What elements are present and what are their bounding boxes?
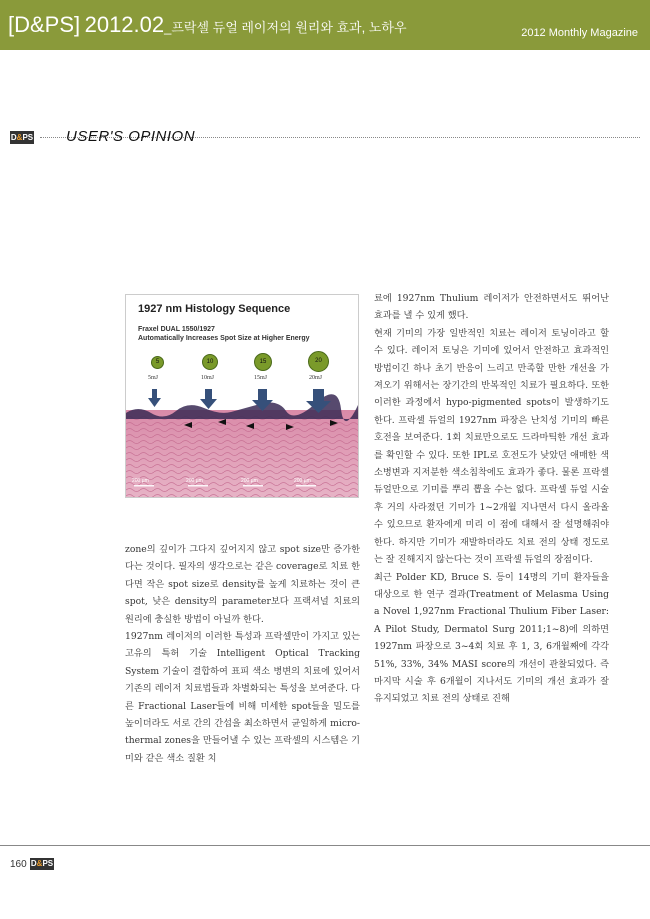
energy-circle: 20 <box>308 351 329 372</box>
energy-circle: 10 <box>202 354 218 370</box>
paragraph: zone의 깊이가 그다지 깊어지지 않고 spot size만 증가한다는 것이다. 필자의 생각으로는 같은 coverage로 치료 한다면 작은 spot size로 density를 높게 치료하는 것이 큰 spot, 낮은 density의 parameter보다 프랙셔널 치료의 원리에 충실한 방법이 아닐까 한다. <box>125 544 360 625</box>
energy-circle: 15 <box>254 353 272 371</box>
energy-label: 10mJ <box>201 375 215 381</box>
page-number: 160 <box>10 859 27 870</box>
figure-subtitle: Fraxel DUAL 1550/1927 Automatically Increases Spot Size at Higher Energy <box>138 326 310 342</box>
issue-label: 2012.02 <box>84 12 165 37</box>
scale-label: 200 µm <box>241 478 258 484</box>
right-column <box>374 290 609 708</box>
paragraph: 료에 1927nm Thulium 레이저가 안전하면서도 뛰어난 효과를 낼 수 있게 했다. <box>374 293 609 322</box>
dps-logo: D&PS <box>10 133 34 142</box>
energy-label: 20mJ <box>309 375 323 381</box>
histology-figure <box>125 294 359 498</box>
energy-label: 5mJ <box>148 375 159 381</box>
section-heading <box>10 128 640 150</box>
paragraph: 최근 Polder KD, Bruce S. 등이 14명의 기미 환자들을 대상으로 한 연구 결과(Treatment of Melasma Using a Novel 1,927nm Fractional Thulium Fiber Laser: A Pilot Study, Dermatol Surg 2011;1~8)에 의하면 1927nm 파장으로 3~4회 치료 후 1, 3, 6개월째에 각각 51%, 33%, 34% MASI score의 개선이 관찰되었다. 즉 마지막 시술 후 6개월이 지나서도 기미의 개선 효과가 잘 유지되었고 치료 전의 상태로 진해 <box>374 571 609 705</box>
magazine-label: 2012 Monthly Magazine <box>521 27 638 39</box>
section-title: USER'S OPINION <box>66 128 196 145</box>
article-title: _프락셀 듀얼 레이저의 원리와 효과, 노하우 <box>164 20 407 35</box>
brand-label: [D&PS] <box>8 12 81 37</box>
header-title <box>8 12 407 38</box>
scale-label: 200 µm <box>294 478 311 484</box>
energy-circle: 5 <box>151 356 164 369</box>
scale-label: 200 µm <box>132 478 149 484</box>
page-header <box>0 0 650 50</box>
dps-logo-footer: D&PS <box>30 859 54 868</box>
energy-label: 15mJ <box>254 375 268 381</box>
paragraph: 현재 기미의 가장 일반적인 치료는 레이저 토닝이라고 할 수 있다. 레이저 토닝은 기미에 있어서 안전하고 효과적인 방법이긴 하나 초기 반응이 느리고 만족할 만한 개선을 가져오기 위해서는 장기간의 반복적인 치료가 필요하다. 또한 이러한 과정에서 hypo-pigmented spots이 발생하기도 한다. 프락셀 듀얼의 1927nm 파장은 난치성 기미의 빠른 호전을 보여준다. 1회 치료만으로도 드라마틱한 개선 효과를 확인할 수 있다. 또한 IPL로 호전도가 낮았던 애매한 색소병변과 지저분한 색소침착에도 효과가 좋다. 물론 프락셀 듀얼만으로 기미를 뿌리 뽑을 수는 없다. 프락셀 듀얼 시술 후 거의 사라졌던 기미가 1~2개월 지나면서 다시 올라올 수 있으므로 환자에게 미리 이 점에 대해서 잘 설명해줘야 한다. 하지만 기미가 재발하더라도 치료 전의 상태 정도로는 잘 진해지지 않는다는 것이 프락셀 듀얼의 장점이다. <box>374 327 609 566</box>
arrow-group <box>148 389 331 413</box>
paragraph: 1927nm 레이저의 이러한 특성과 프락셀만이 가지고 있는 고유의 특허 기술 Intelligent Optical Tracking System 기술이 결합하여 표피 색소 병변의 치료에 있어서 기존의 레이저 치료법들과 차별화되는 특성을 보여준다. 다른 Fractional Laser들에 비해 미세한 spot들을 밀도를 높이더라도 서로 간의 간섭을 최소하면서 균일하게 micro-thermal zones을 만들어낼 수 있는 프락셀의 시스템은 기미와 같은 색소 질환 치 <box>125 631 360 764</box>
footer-divider <box>0 845 650 846</box>
left-column <box>125 541 360 767</box>
figure-title: 1927 nm Histology Sequence <box>138 303 291 315</box>
scale-label: 200 µm <box>186 478 203 484</box>
